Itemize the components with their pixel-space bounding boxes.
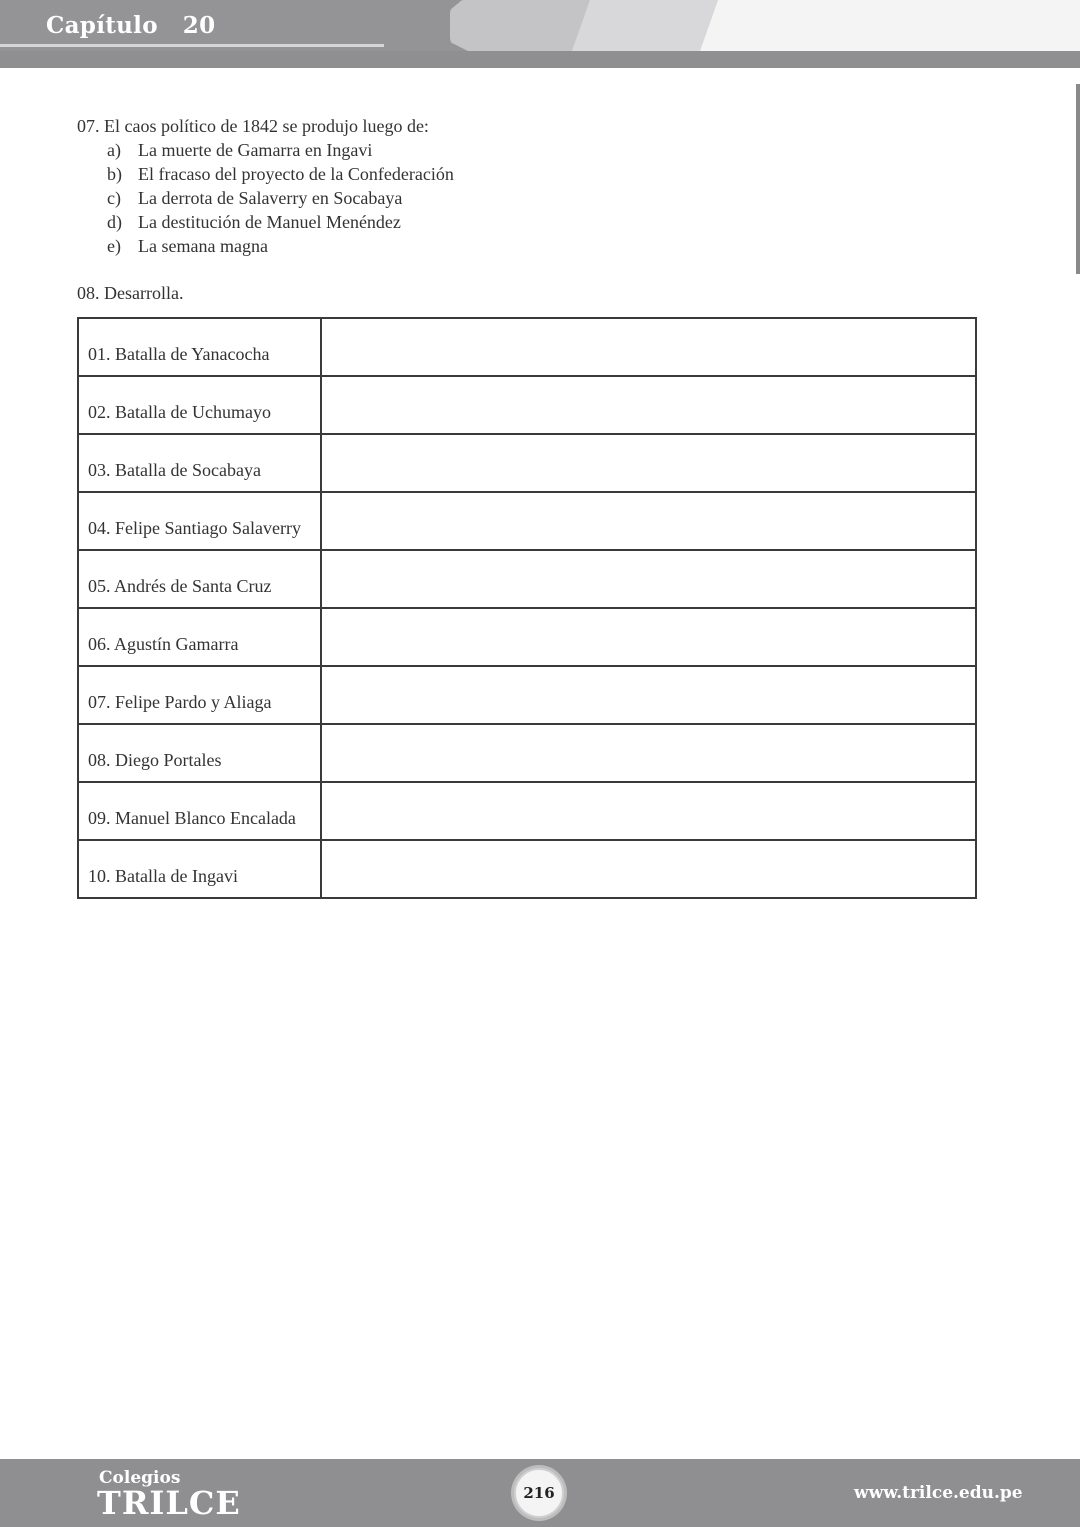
answer-cell[interactable] — [321, 550, 976, 608]
row-label: 04. Felipe Santiago Salaverry — [78, 492, 321, 550]
row-label: 08. Diego Portales — [78, 724, 321, 782]
option-text: El fracaso del proyecto de la Confederación — [138, 164, 454, 184]
table-row — [78, 840, 976, 898]
table-row — [78, 724, 976, 782]
option-letter: e) — [107, 236, 121, 256]
option-text: La destitución de Manuel Menéndez — [138, 212, 401, 232]
page-number-badge — [514, 1468, 564, 1518]
option-letter: c) — [107, 188, 121, 208]
answer-cell[interactable] — [321, 724, 976, 782]
development-table — [77, 317, 977, 899]
website-link[interactable]: www.trilce.edu.pe — [854, 1483, 1023, 1503]
header-stripe — [0, 51, 1080, 68]
option-text: La semana magna — [138, 236, 268, 256]
table-row — [78, 492, 976, 550]
brand-colegios: Colegios — [99, 1468, 181, 1488]
answer-cell[interactable] — [321, 608, 976, 666]
answer-cell[interactable] — [321, 318, 976, 376]
option-c — [77, 186, 454, 210]
question-07-title: 07. El caos político de 1842 se produjo luego de: — [77, 116, 429, 136]
row-label: 09. Manuel Blanco Encalada — [78, 782, 321, 840]
answer-cell[interactable] — [321, 376, 976, 434]
option-letter: a) — [107, 140, 121, 160]
brand-logo-trilce: TRILCE — [97, 1484, 241, 1522]
question-07 — [77, 114, 454, 258]
page-header — [0, 0, 1080, 68]
row-label: 10. Batalla de Ingavi — [78, 840, 321, 898]
answer-cell[interactable] — [321, 666, 976, 724]
page-footer — [0, 1459, 1080, 1527]
answer-cell[interactable] — [321, 492, 976, 550]
row-label: 02. Batalla de Uchumayo — [78, 376, 321, 434]
page-number: 216 — [523, 1484, 555, 1502]
table-row — [78, 318, 976, 376]
header-mid-band-light — [572, 0, 718, 51]
table-row — [78, 608, 976, 666]
table-row — [78, 376, 976, 434]
row-label: 05. Andrés de Santa Cruz — [78, 550, 321, 608]
row-label: 01. Batalla de Yanacocha — [78, 318, 321, 376]
table-row — [78, 434, 976, 492]
header-light-band — [700, 0, 1080, 51]
option-b — [77, 162, 454, 186]
option-text: La muerte de Gamarra en Ingavi — [138, 140, 373, 160]
option-text: La derrota de Salaverry en Socabaya — [138, 188, 403, 208]
row-label: 07. Felipe Pardo y Aliaga — [78, 666, 321, 724]
option-letter: d) — [107, 212, 122, 232]
option-d — [77, 210, 454, 234]
right-edge-marker — [1076, 84, 1080, 274]
chapter-title: Capítulo 20 — [46, 12, 216, 39]
table-row — [78, 550, 976, 608]
chapter-underline — [0, 44, 384, 47]
option-e — [77, 234, 454, 258]
table-row — [78, 782, 976, 840]
option-a — [77, 138, 454, 162]
row-label: 03. Batalla de Socabaya — [78, 434, 321, 492]
answer-cell[interactable] — [321, 840, 976, 898]
answer-cell[interactable] — [321, 782, 976, 840]
table-row — [78, 666, 976, 724]
option-letter: b) — [107, 164, 122, 184]
row-label: 06. Agustín Gamarra — [78, 608, 321, 666]
answer-cell[interactable] — [321, 434, 976, 492]
question-08-title: 08. Desarrolla. — [77, 283, 184, 303]
